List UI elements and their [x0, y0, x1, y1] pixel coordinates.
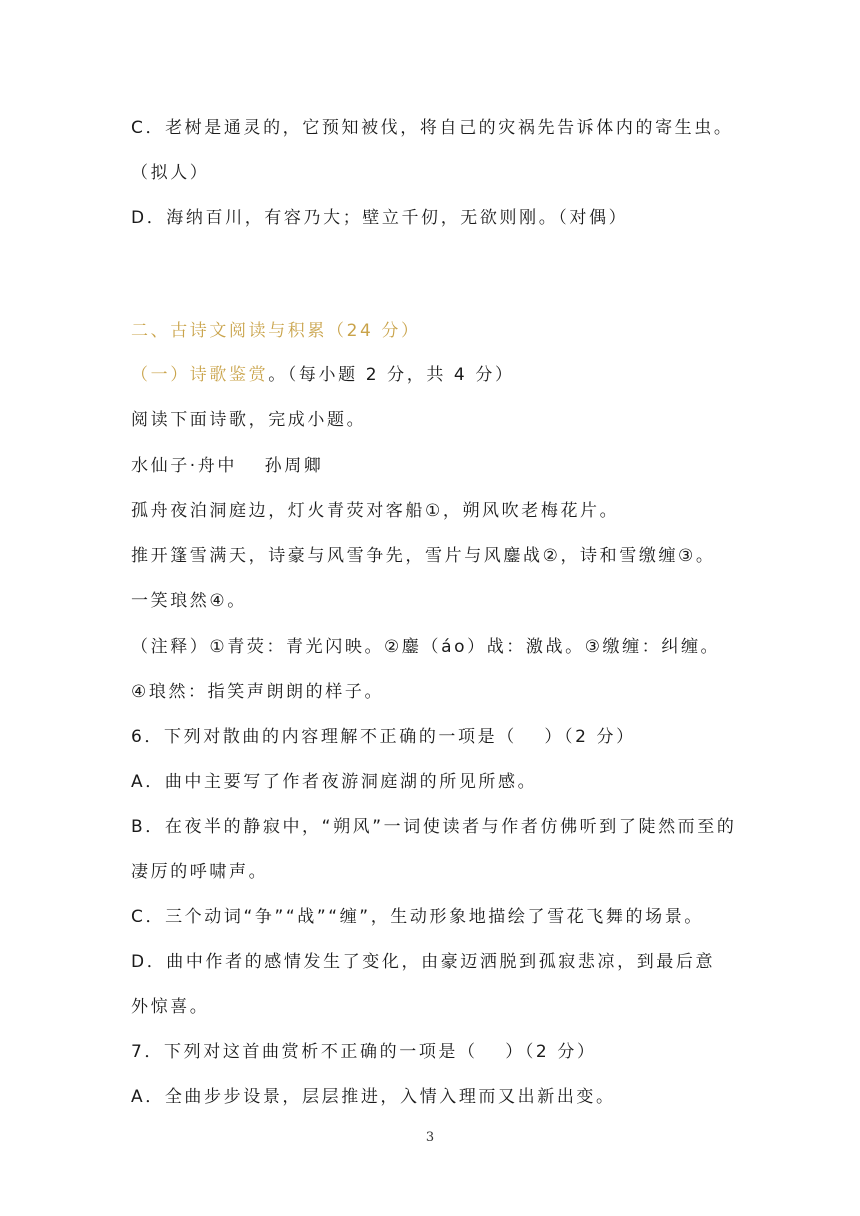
poem-line3: 一笑琅然④。 [131, 591, 247, 611]
instruction: 阅读下面诗歌，完成小题。 [131, 410, 367, 430]
question-7: 7．下列对这首曲赏析不正确的一项是（ ）（2 分） [131, 1042, 597, 1062]
q6-option-b-line2: 凄厉的呼啸声。 [131, 862, 269, 882]
poem-line1: 孤舟夜泊洞庭边，灯火青荧对客船①，朔风吹老梅花片。 [131, 501, 620, 521]
option-c-line2: （拟人） [131, 163, 210, 183]
q6-option-c: C．三个动词“争”“战”“缠”，生动形象地描绘了雪花飞舞的场景。 [131, 907, 704, 927]
q6-option-b-line1: B．在夜半的静寂中，“朔风”一词使读者与作者仿佛听到了陡然而至的 [131, 817, 737, 837]
q7-option-a: A．全曲步步设景，层层推进，入情入理而又出新出变。 [131, 1087, 616, 1107]
subsection-heading [131, 364, 515, 386]
page-number: 3 [425, 1130, 435, 1145]
subsection-score: 。（每小题 2 分，共 4 分） [268, 365, 515, 385]
q6-option-d-line2: 外惊喜。 [131, 997, 210, 1017]
notes-line1: （注释）①青荧：青光闪映。②鏖（áo）战：激战。③缴缠：纠缠。 [131, 637, 721, 657]
poem-line2: 推开篷雪满天，诗豪与风雪争先，雪片与风鏖战②，诗和雪缴缠③。 [131, 546, 716, 566]
poem-title: 水仙子·舟中 孙周卿 [131, 456, 324, 476]
question-6: 6．下列对散曲的内容理解不正确的一项是（ ）（2 分） [131, 727, 636, 747]
option-d-line: D．海纳百川，有容乃大；壁立千仞，无欲则刚。（对偶） [131, 208, 629, 228]
subsection-title: （一）诗歌鉴赏 [131, 365, 269, 385]
section-heading: 二、古诗文阅读与积累（24 分） [131, 321, 421, 341]
q6-option-d-line1: D．曲中作者的感情发生了变化，由豪迈洒脱到孤寂悲凉，到最后意 [131, 952, 716, 972]
notes-line2: ④琅然：指笑声朗朗的样子。 [131, 682, 385, 702]
q6-option-a: A．曲中主要写了作者夜游洞庭湖的所见所感。 [131, 772, 538, 792]
option-c-line1: C．老树是通灵的，它预知被伐，将自己的灾祸先告诉体内的寄生虫。 [131, 118, 734, 138]
